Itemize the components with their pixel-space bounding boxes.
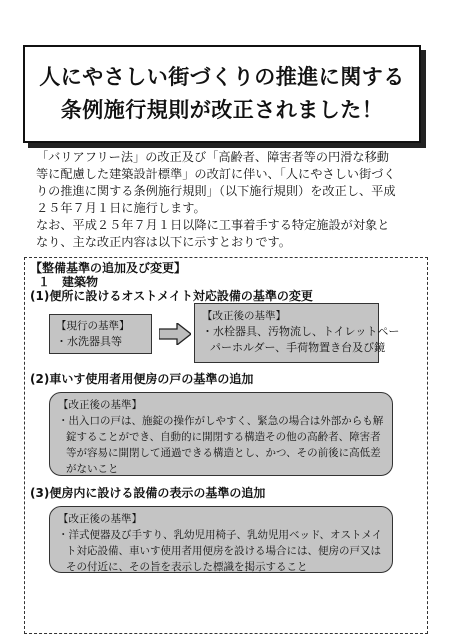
revised-standard-2-line-2: 錠することができ、自動的に開閉する構造その他の高齢者、障害者 xyxy=(66,431,381,443)
revised-standard-3-line-3: その付近に、その旨を表示した標識を掲示すること xyxy=(66,561,308,573)
title-line-2: 条例施行規則が改正されました！ xyxy=(60,98,384,122)
intro-text xyxy=(36,149,418,251)
revised-standard-2-line-1: ・出入口の戸は、施錠の操作がしやすく、緊急の場合は外部からも解 xyxy=(58,415,384,427)
revised-standard-title-3: 【改正後の基準】 xyxy=(58,513,142,525)
revised-standard-box-3 xyxy=(49,506,393,573)
revised-standard-box-1 xyxy=(194,303,400,363)
revised-standard-3-line-2: ト対応設備、車いす使用者用便房を設ける場合には、便房の戸又は xyxy=(66,545,381,557)
section-heading: 【整備基準の追加及び変更】 xyxy=(30,261,187,275)
title-box xyxy=(23,45,421,143)
revised-standard-1-line-2: パーホルダー、手荷物置き台及び鏡 xyxy=(210,341,386,354)
current-standard-box xyxy=(49,314,152,354)
intro-paragraph-1: 「バリアフリー法」の改正及び「高齢者、障害者等の円滑な移動 等に配慮した建築設計標準」の改訂に伴い、「人にやさしい街づく りの推進に関する条例施行規則」（以下施行規則）を改正し、平成 ２５年７月１日に施行します。 xyxy=(36,150,396,215)
revised-standard-1-line-1: ・水栓器具、汚物流し、トイレットペー xyxy=(202,325,400,338)
revised-standard-3-line-1: ・洋式便器及び手すり、乳幼児用椅子、乳幼児用ベッド、オストメイ xyxy=(58,529,383,541)
item3-heading: (3)便房内に設ける設備の表示の基準の追加 xyxy=(30,486,266,500)
current-standard-title: 【現行の基準】 xyxy=(56,320,130,332)
current-standard-body: ・水洗器具等 xyxy=(56,335,122,348)
revised-standard-2-line-3: 等が容易に開閉して通過できる構造とし、かつ、その前後に高低差 xyxy=(66,447,381,459)
revised-standard-2-line-4: がないこと xyxy=(66,463,119,475)
revised-standard-title-1: 【改正後の基準】 xyxy=(202,310,286,322)
section-subheading-buildings: １ 建築物 xyxy=(38,275,99,289)
item2-heading: (2)車いす使用者用便房の戸の基準の追加 xyxy=(30,372,254,386)
item1-heading: (1)便所に設けるオストメイト対応設備の基準の変更 xyxy=(30,289,313,303)
title-line-1: 人にやさしい街づくりの推進に関する xyxy=(39,65,405,89)
revised-standard-box-2 xyxy=(49,392,393,476)
revised-standard-title-2: 【改正後の基準】 xyxy=(58,399,142,411)
right-arrow-icon xyxy=(159,323,191,345)
intro-paragraph-2: なお、平成２５年７月１日以降に工事着手する特定施設が対象と なり、主な改正内容は以下に示すとおりです。 xyxy=(36,218,390,249)
